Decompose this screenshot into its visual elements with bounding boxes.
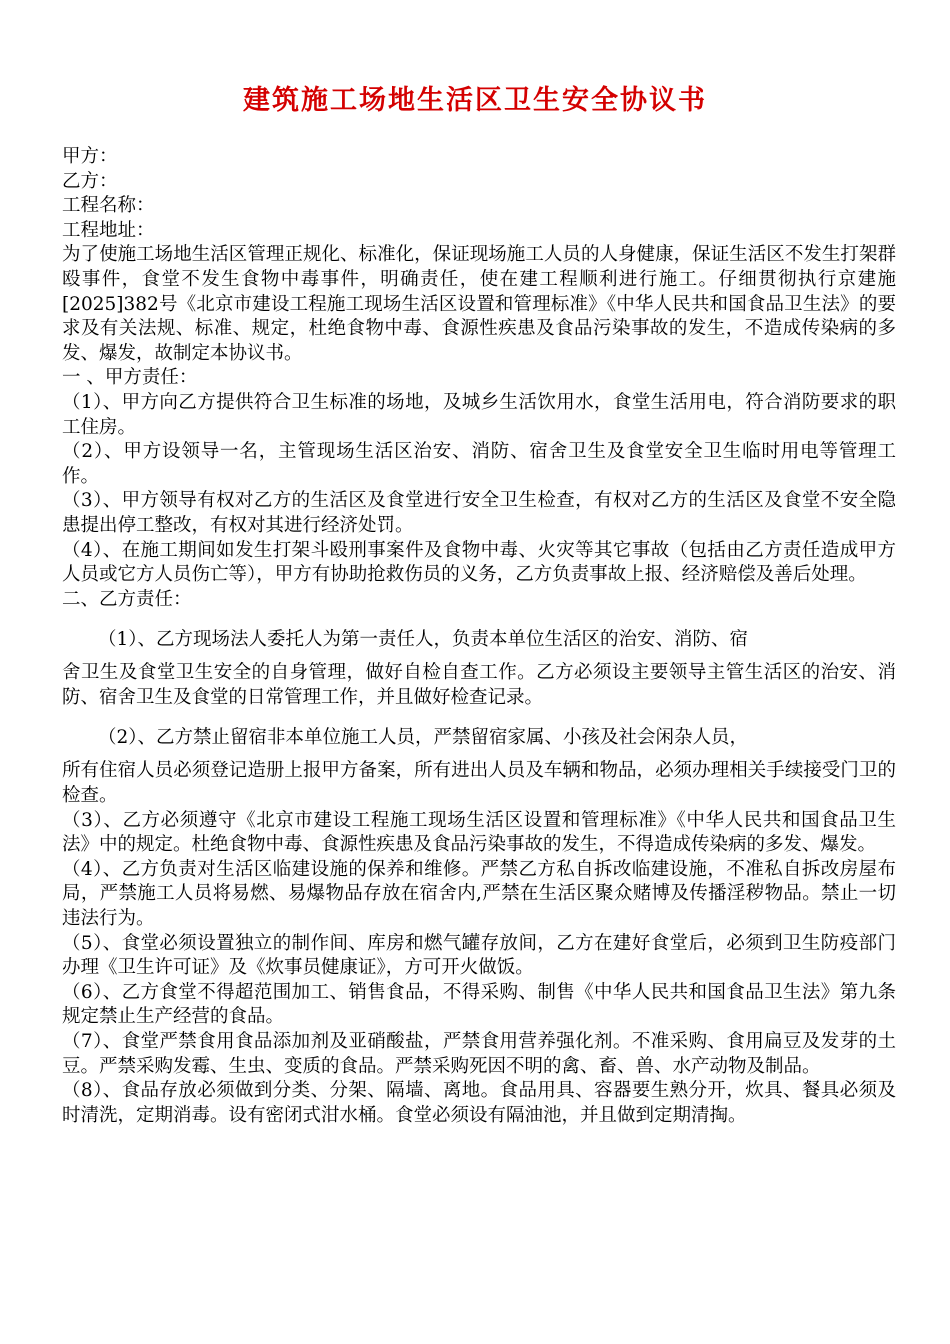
project-name-field: 工程名称： — [62, 195, 155, 217]
document-body — [62, 145, 896, 1128]
intro-paragraph: 为了使施工场地生活区管理正规化、标准化，保证现场施工人员的人身健康，保证生活区不发生打架群殴事件，食堂不发生食物中毒事件，明确责任，使在建工程顺利进行施工。仔细贯彻执行京建施[2025]382号《北京市建设工程施工现场生活区设置和管理标准》《中华人民共和国食品卫生法》的要求及有关法规、标准、规定，杜绝食物中毒、食源性疾患及食品污染事故的发生，不造成传染病的多发、爆发，故制定本协议书。 — [62, 244, 896, 364]
section-b-item-2-first-line: （2）、乙方禁止留宿非本单位施工人员，严禁留宿家属、小孩及社会闲杂人员， — [98, 727, 749, 749]
section-b-item: （8）、食品存放必须做到分类、分架、隔墙、离地。食品用具、容器要生熟分开，炊具、餐具必须及时清洗，定期消毒。设有密闭式泔水桶。食堂必须设有隔油池，并且做到定期清掏。 — [62, 1080, 896, 1126]
section-b-item: （6）、乙方食堂不得超范围加工、销售食品，不得采购、制售《中华人民共和国食品卫生法》第九条规定禁止生产经营的食品。 — [62, 981, 896, 1028]
project-address-field: 工程地址： — [62, 219, 155, 241]
section-b-item: （4）、乙方负责对生活区临建设施的保养和维修。严禁乙方私自拆改临建设施，不准私自拆改房屋布局，严禁施工人员将易燃、易爆物品存放在宿舍内,严禁在生活区聚众赌博及传播淫秽物品。禁止一切违法行为。 — [62, 858, 896, 930]
party-b-field: 乙方： — [62, 170, 118, 192]
party-a-field: 甲方： — [62, 146, 118, 167]
section-b-heading: 二、乙方责任： — [62, 588, 192, 610]
section-a-heading: 一 、甲方责任： — [62, 367, 198, 389]
section-b-item-1 — [62, 625, 896, 655]
section-b-item-2-continuation: 所有住宿人员必须登记造册上报甲方备案，所有进出人员及车辆和物品，必须办理相关手续接受门卫的检查。 — [62, 760, 896, 807]
section-a-item: （1）、甲方向乙方提供符合卫生标准的场地，及城乡生活饮用水，食堂生活用电，符合消防要求的职工住房。 — [62, 391, 896, 438]
document-title: 建筑施工场地生活区卫生安全协议书 — [243, 85, 707, 116]
section-a-item: （4）、在施工期间如发生打架斗殴刑事案件及食物中毒、火灾等其它事故（包括由乙方责任造成甲方人员或它方人员伤亡等），甲方有协助抢救伤员的义务，乙方负责事故上报、经济赔偿及善后处理。 — [62, 539, 896, 586]
section-b-item: （5）、食堂必须设置独立的制作间、库房和燃气罐存放间，乙方在建好食堂后，必须到卫生防疫部门办理《卫生许可证》及《炊事员健康证》，方可开火做饭。 — [62, 932, 896, 979]
section-a-item: （3）、甲方领导有权对乙方的生活区及食堂进行安全卫生检查，有权对乙方的生活区及食堂不安全隐患提出停工整改，有权对其进行经济处罚。 — [62, 490, 896, 536]
section-a-item: （2）、甲方设领导一名，主管现场生活区治安、消防、宿舍卫生及食堂安全卫生临时用电等管理工作。 — [62, 441, 896, 487]
section-b-item-2 — [62, 723, 896, 753]
section-b-item: （3）、乙方必须遵守《北京市建设工程施工现场生活区设置和管理标准》《中华人民共和国食品卫生法》中的规定。杜绝食物中毒、食源性疾患及食品污染事故的发生，不得造成传染病的多发、爆发。 — [62, 809, 896, 856]
section-b-item-1-first-line: （1）、乙方现场法人委托人为第一责任人，负责本单位生活区的治安、消防、宿 — [98, 629, 749, 651]
section-b-item: （7）、食堂严禁食用食品添加剂及亚硝酸盐，严禁食用营养强化剂。不准采购、食用扁豆及发芽的土豆。严禁采购发霉、生虫、变质的食品。严禁采购死因不明的禽、畜、兽、水产动物及制品。 — [62, 1031, 896, 1077]
section-b-item-1-continuation: 舍卫生及食堂卫生安全的自身管理，做好自检自查工作。乙方必须设主要领导主管生活区的治安、消防、宿舍卫生及食堂的日常管理工作，并且做好检查记录。 — [62, 662, 896, 708]
